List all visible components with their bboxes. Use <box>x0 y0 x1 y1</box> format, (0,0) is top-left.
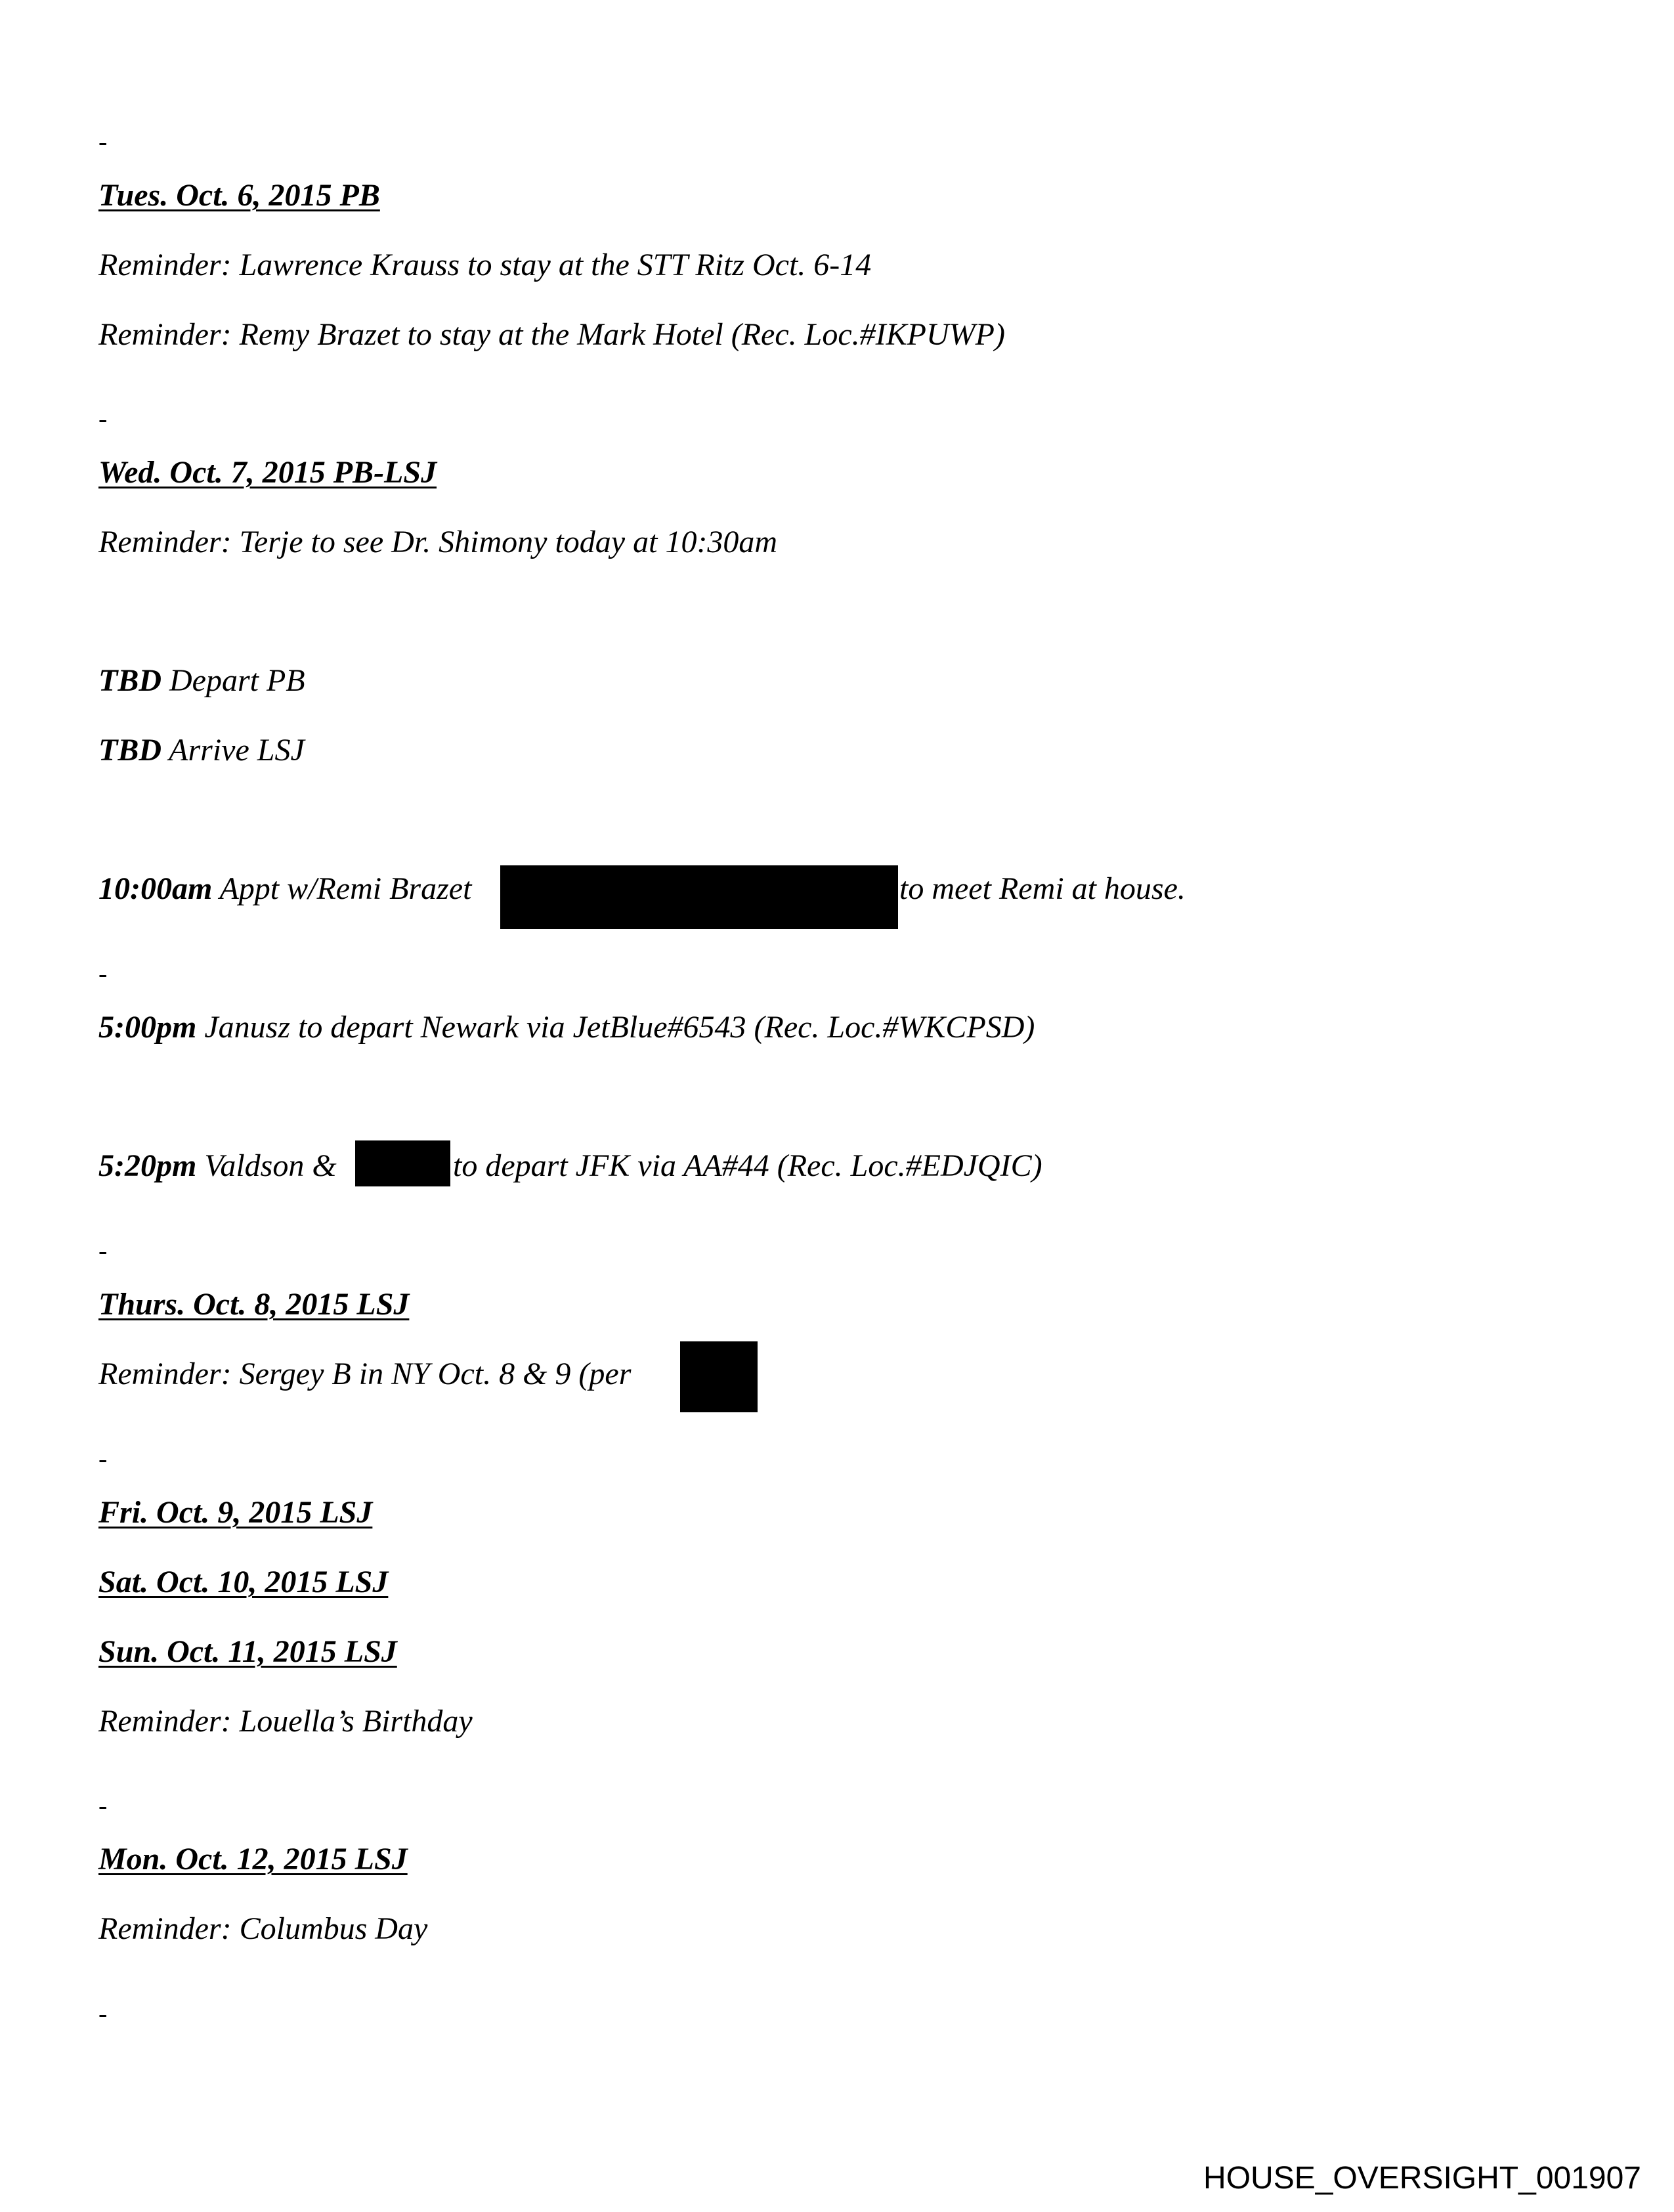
reminder-krauss: Reminder: Lawrence Krauss to stay at the STT Ritz Oct. 6-14 <box>98 248 872 282</box>
reminder-terje: Reminder: Terje to see Dr. Shimony today at 10:30am <box>98 525 778 559</box>
separator-dash: - <box>98 959 108 988</box>
schedule-item-depart <box>98 662 305 699</box>
date-heading-oct-6: Tues. Oct. 6, 2015 PB <box>98 178 380 213</box>
schedule-time: 5:20pm <box>98 1148 197 1183</box>
schedule-text-valdson-cont: to depart JFK via AA#44 (Rec. Loc.#EDJQIC) <box>453 1148 1042 1183</box>
schedule-time: TBD <box>98 663 161 698</box>
reminder-birthday: Reminder: Louella’s Birthday <box>98 1704 473 1739</box>
schedule-time: 10:00am <box>98 871 213 906</box>
schedule-text: Appt w/Remi Brazet <box>212 871 472 906</box>
date-heading-oct-10: Sat. Oct. 10, 2015 LSJ <box>98 1565 389 1599</box>
reminder-columbus-day: Reminder: Columbus Day <box>98 1911 428 1946</box>
schedule-text: Arrive LSJ <box>161 733 305 768</box>
date-heading-oct-7: Wed. Oct. 7, 2015 PB-LSJ <box>98 455 437 490</box>
separator-dash: - <box>98 404 108 433</box>
date-heading-oct-12: Mon. Oct. 12, 2015 LSJ <box>98 1842 408 1876</box>
schedule-item-janusz <box>98 1009 1035 1046</box>
redaction-block <box>680 1341 758 1412</box>
reminder-sergey: Reminder: Sergey B in NY Oct. 8 & 9 (per <box>98 1356 632 1391</box>
schedule-text: Depart PB <box>161 663 305 698</box>
date-heading-oct-9: Fri. Oct. 9, 2015 LSJ <box>98 1495 373 1530</box>
schedule-text-appt-cont: to meet Remi at house. <box>899 871 1186 906</box>
schedule-time: TBD <box>98 733 161 768</box>
schedule-item-valdson <box>98 1148 337 1184</box>
separator-dash: - <box>98 1790 108 1820</box>
separator-dash: - <box>98 1236 108 1265</box>
schedule-text: Janusz to depart Newark via JetBlue#6543 (Rec. Loc.#WKCPSD) <box>196 1010 1035 1045</box>
schedule-item-appt <box>98 871 471 907</box>
date-heading-oct-8: Thurs. Oct. 8, 2015 LSJ <box>98 1287 410 1322</box>
separator-dash: - <box>98 1999 108 2028</box>
separator-dash: - <box>98 1444 108 1473</box>
separator-dash: - <box>98 127 108 156</box>
schedule-time: 5:00pm <box>98 1010 197 1045</box>
schedule-item-arrive <box>98 732 305 769</box>
redaction-block <box>355 1140 450 1186</box>
schedule-text: Valdson & <box>196 1148 337 1183</box>
date-heading-oct-11: Sun. Oct. 11, 2015 LSJ <box>98 1634 397 1669</box>
redaction-block <box>500 865 898 929</box>
bates-number: HOUSE_OVERSIGHT_001907 <box>1203 2161 1641 2196</box>
reminder-brazet-hotel: Reminder: Remy Brazet to stay at the Mark Hotel (Rec. Loc.#IKPUWP) <box>98 317 1005 352</box>
